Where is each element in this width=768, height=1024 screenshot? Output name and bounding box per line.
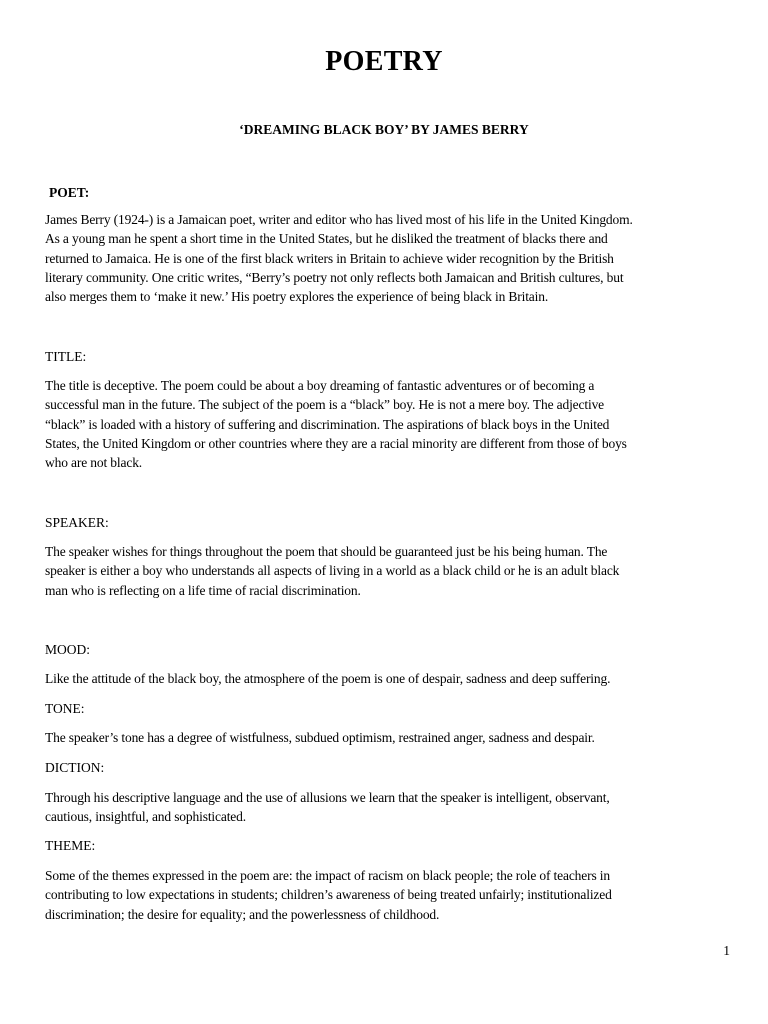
page-number: 1 [723, 943, 730, 958]
paragraph-line: The speaker’s tone has a degree of wistfulness, subdued optimism, restrained anger, sadness and despair. [45, 730, 595, 745]
paragraph-line: speaker is either a boy who understands all aspects of living in a world as a black child or he is an adult black [45, 563, 620, 579]
section-text-speaker [45, 542, 735, 600]
section-heading-theme: THEME: [45, 838, 96, 853]
section-text-diction [45, 788, 735, 827]
page-subtitle: ‘DREAMING BLACK BOY’ BY JAMES BERRY [239, 122, 529, 137]
paragraph-line: contributing to low expectations in students; children’s awareness of being treated unfairly; institutionalized [45, 887, 612, 903]
paragraph-line: Like the attitude of the black boy, the atmosphere of the poem is one of despair, sadness and deep suffering. [45, 671, 611, 686]
paragraph-line: man who is reflecting on a life time of racial discrimination. [45, 582, 361, 598]
paragraph-line: literary community. One critic writes, “Berry’s poetry not only reflects both Jamaican and British cultures, but [45, 269, 624, 285]
page-title: POETRY [325, 46, 443, 77]
section-heading-title: TITLE: [45, 349, 87, 364]
paragraph-line: Some of the themes expressed in the poem are: the impact of racism on black people; the role of teachers in [45, 868, 610, 883]
paragraph-line: returned to Jamaica. He is one of the first black writers in Britain to achieve wider recognition by the British [45, 250, 614, 266]
paragraph-line: As a young man he spent a short time in the United States, but he disliked the treatment of blacks there and [45, 231, 608, 247]
paragraph-line: Through his descriptive language and the use of allusions we learn that the speaker is intelligent, observant, [45, 790, 610, 805]
section-text-mood [45, 669, 735, 688]
section-heading-speaker: SPEAKER: [45, 515, 109, 530]
paragraph-line: The title is deceptive. The poem could be about a boy dreaming of fantastic adventures or of becoming a [45, 378, 595, 393]
section-text-poet [45, 210, 735, 306]
paragraph-line: cautious, insightful, and sophisticated. [45, 809, 246, 825]
paragraph-line: who are not black. [45, 455, 143, 471]
paragraph-line: “black” is loaded with a history of suffering and discrimination. The aspirations of black boys in the United [45, 416, 610, 432]
section-text-tone [45, 728, 735, 747]
section-heading-tone: TONE: [45, 701, 85, 716]
paragraph-line: James Berry (1924-) is a Jamaican poet, writer and editor who has lived most of his life in the United Kingdom. [45, 212, 633, 227]
section-heading-diction: DICTION: [45, 760, 105, 775]
paragraph-line: discrimination; the desire for equality; and the powerlessness of childhood. [45, 906, 440, 922]
paragraph-line: successful man in the future. The subject of the poem is a “black” boy. He is not a mere boy. The adjective [45, 397, 605, 413]
paragraph-line: The speaker wishes for things throughout the poem that should be guaranteed just be his being human. The [45, 544, 608, 559]
paragraph-line: also merges them to ‘make it new.’ His poetry explores the experience of being black in Britain. [45, 289, 549, 305]
section-text-theme [45, 866, 735, 924]
paragraph-line: States, the United Kingdom or other countries where they are a racial minority are different from those of boys [45, 435, 627, 451]
section-heading-mood: MOOD: [45, 642, 91, 657]
section-heading-poet: POET: [49, 185, 90, 200]
section-text-title [45, 376, 735, 472]
